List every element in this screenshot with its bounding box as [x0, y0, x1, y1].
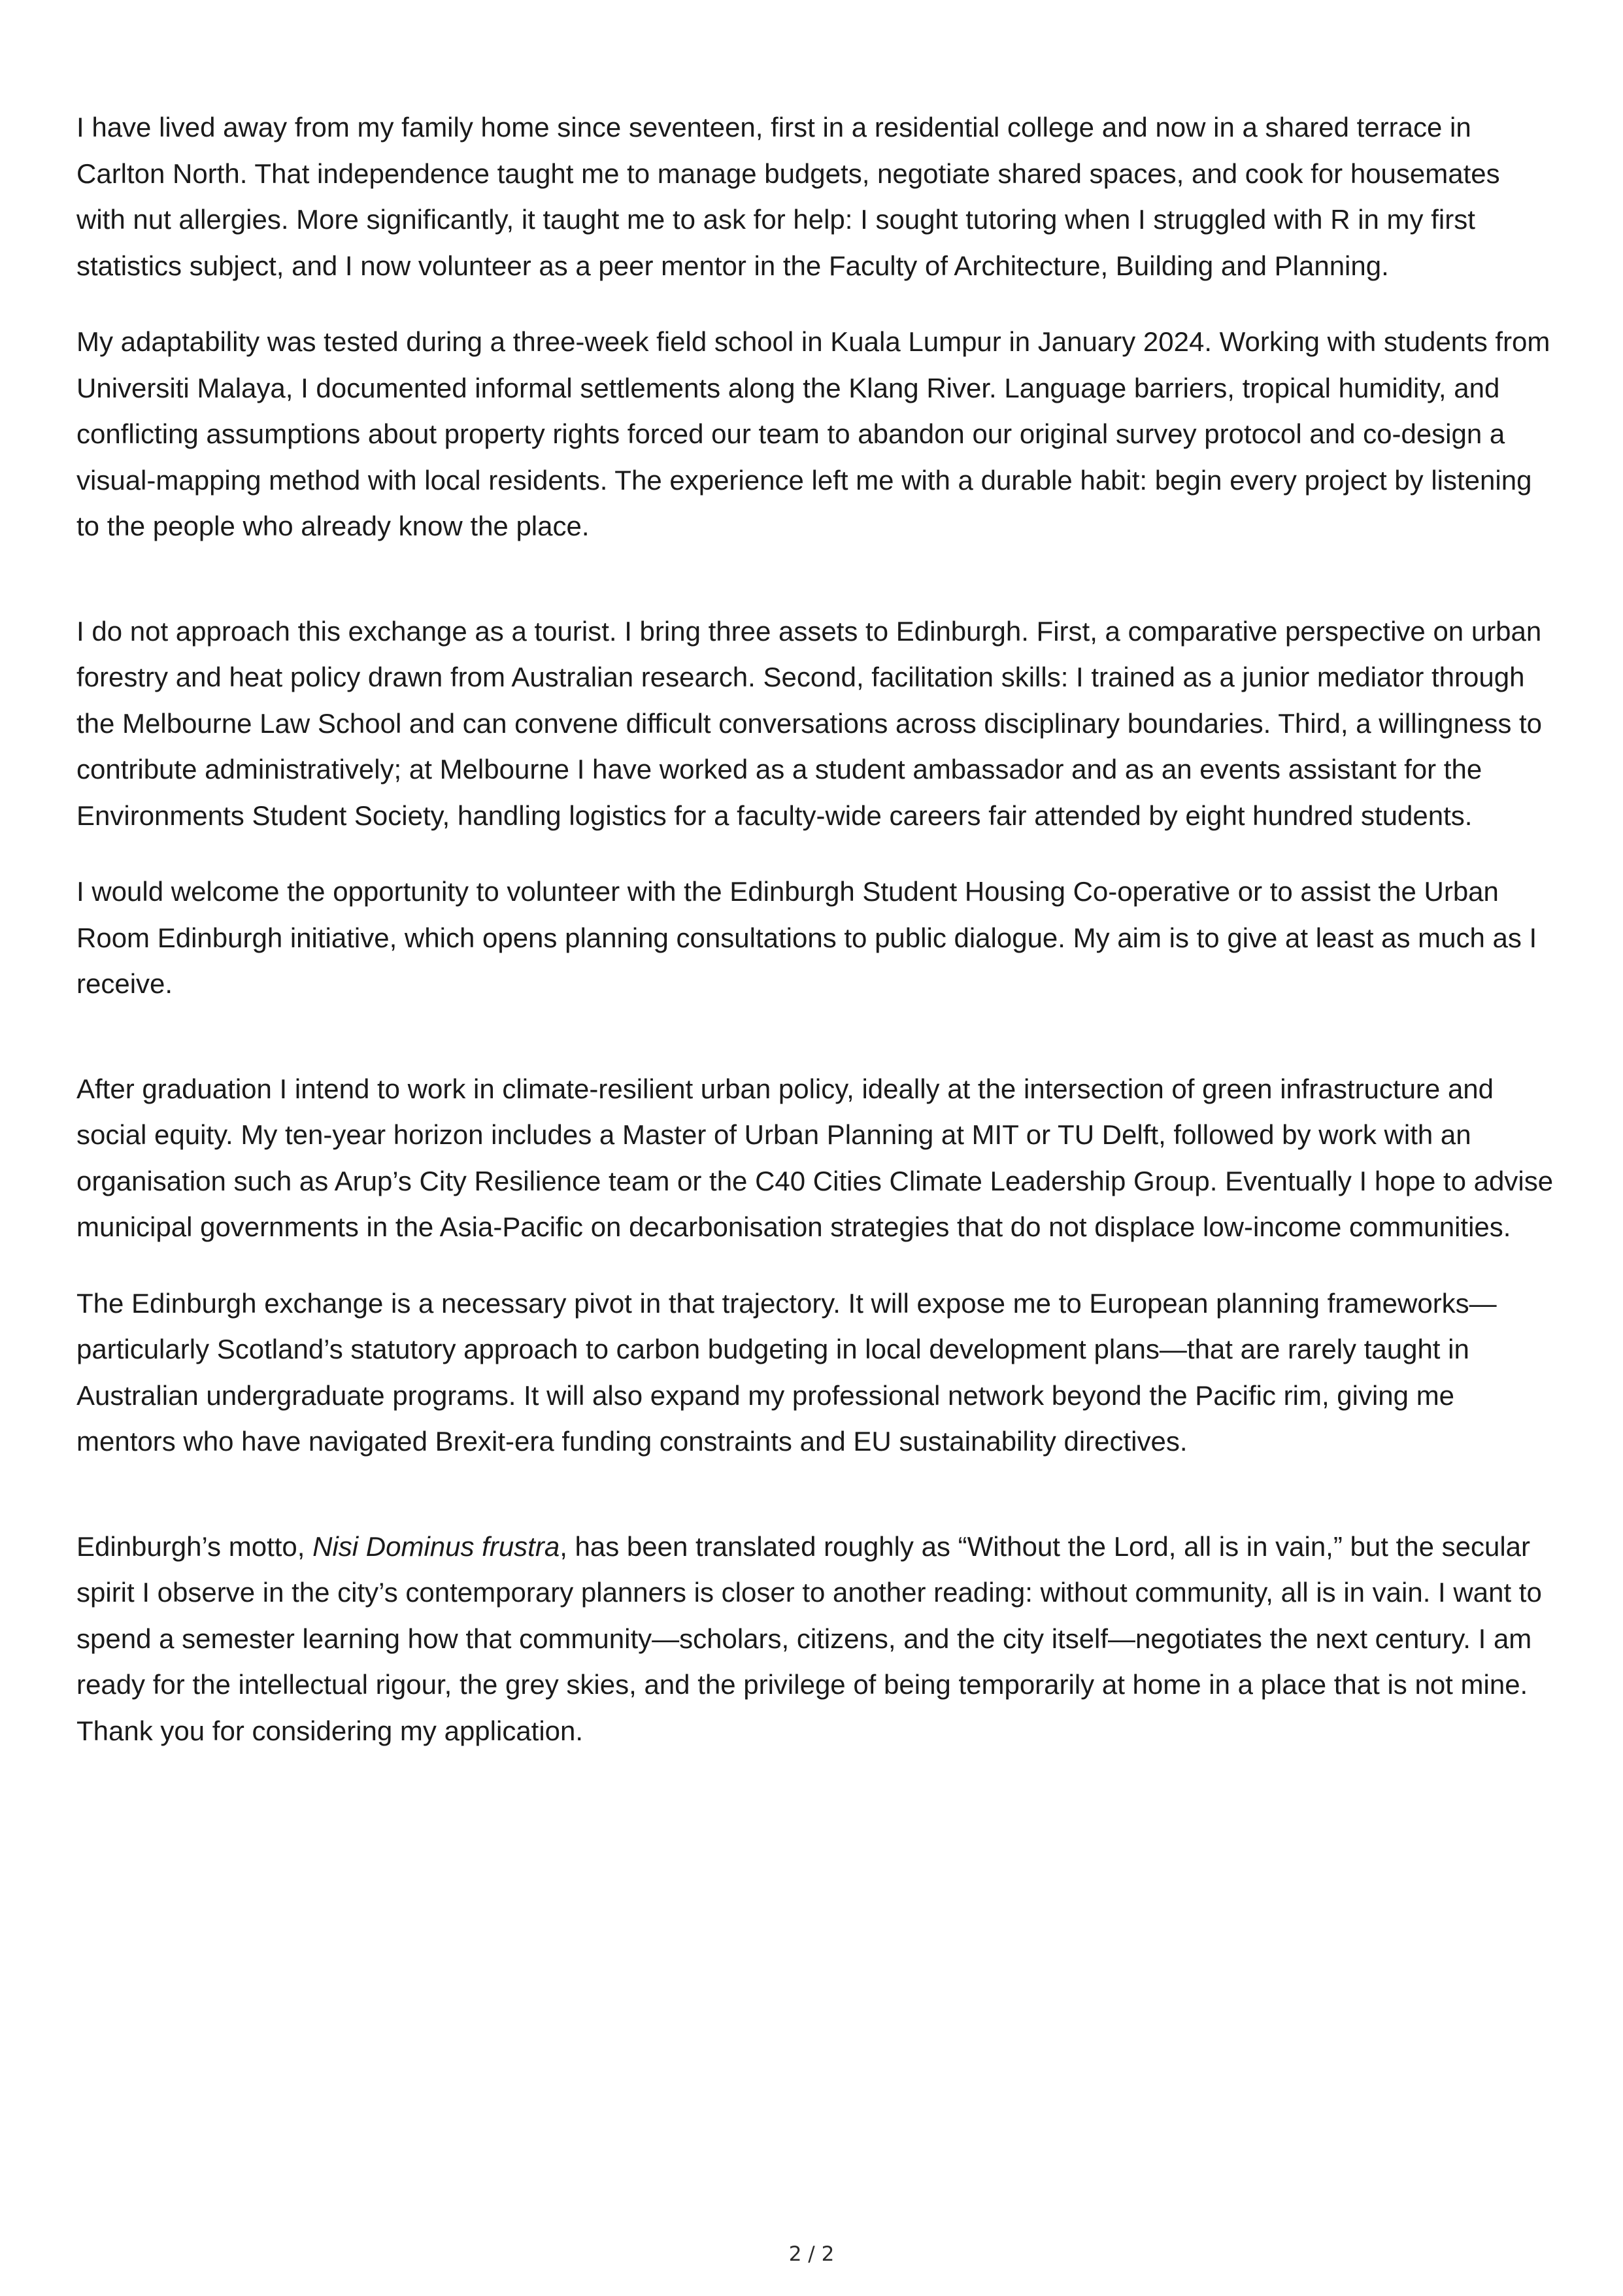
paragraph-career-goals: After graduation I intend to work in climate-resilient urban policy, ideally at the intersection of green infrastructure and social equity. My ten-year horizon includes a Master of Urban Planning at MIT or TU Delft, followed by work with an organisation such as Arup’s City Resilience team or the C40 Cities Climate Leadership Group. Eventually I hope to advise municipal governments in the Asia-Pacific on decarbonisation strategies that do not displace low-income communities.: [76, 1073, 1554, 1242]
document-body: [76, 105, 1555, 1754]
paragraph-closing: [76, 1524, 1555, 1755]
paragraph-independence: I have lived away from my family home since seventeen, first in a residential college and now in a shared terrace in Carlton North. That independence taught me to manage budgets, negotiate shared spaces, and cook for housemates with nut allergies. More significantly, it taught me to ask for help: I sought tutoring when I struggled with R in my first statistics subject, and I now volunteer as a peer mentor in the Faculty of Architecture, Building and Planning.: [76, 112, 1500, 281]
closing-text-end: , has been translated roughly as “Without the Lord, all is in vain,” but the secular spirit I observe in the city’s contemporary planners is closer to another reading: without community, all is in vain. I want to spend a semester learning how that community—scholars, citizens, and the city itself—negotiates the next century. I am ready for the intellectual rigour, the grey skies, and the privilege of being temporarily at home in a place that is not mine. Thank you for considering my application.: [76, 1530, 1542, 1746]
paragraph-contribution: I do not approach this exchange as a tourist. I bring three assets to Edinburgh. First, a comparative perspective on urban forestry and heat policy drawn from Australian research. Second, facilitation skills: I trained as a junior mediator through the Melbourne Law School and can convene difficult conversations across disciplinary boundaries. Third, a willingness to contribute administratively; at Melbourne I have worked as a student ambassador and as an events assistant for the Environments Student Society, handling logistics for a faculty-wide careers fair attended by eight hundred students.: [76, 615, 1543, 831]
paragraph-adaptability: My adaptability was tested during a three-week field school in Kuala Lumpur in January 2024. Working with students from Universiti Malaya, I documented informal settlements along the Klang River. Language barriers, tropical humidity, and conflicting assumptions about property rights forced our team to abandon our original survey protocol and co-design a visual-mapping method with local residents. The experience left me with a durable habit: begin every project by listening to the people who already know the place.: [76, 326, 1550, 541]
paragraph-volunteering: I would welcome the opportunity to volunteer with the Edinburgh Student Housing Co-operative or to assist the Urban Room Edinburgh initiative, which opens planning consultations to public dialogue. My aim is to give at least as much as I receive.: [76, 876, 1537, 999]
motto-text: Nisi Dominus frustra: [312, 1530, 560, 1562]
page-number: 2 / 2: [788, 2242, 835, 2266]
closing-text-start: Edinburgh’s motto,: [76, 1530, 313, 1562]
paragraph-exchange-pivot: The Edinburgh exchange is a necessary pivot in that trajectory. It will expose me to European planning frameworks—particularly Scotland’s statutory approach to carbon budgeting in local development plans—that are rarely taught in Australian undergraduate programs. It will also expand my professional network beyond the Pacific rim, giving me mentors who have navigated Brexit-era funding constraints and EU sustainability directives.: [76, 1287, 1497, 1457]
